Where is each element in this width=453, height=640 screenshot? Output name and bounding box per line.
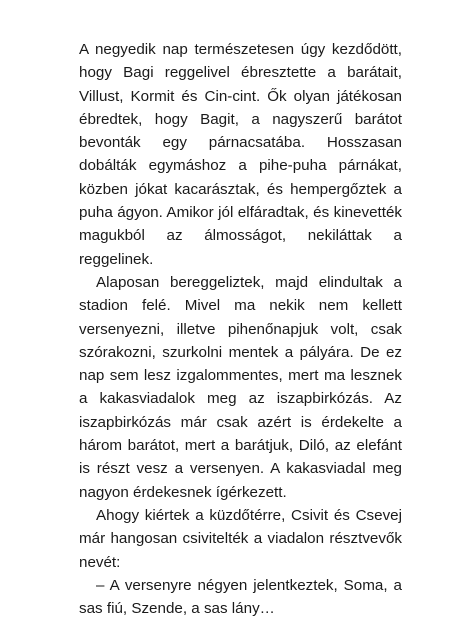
paragraph-3: Ahogy kiértek a küzdőtérre, Csivit és Csevej már hangosan csivitelték a viadalon résztvevők nevét: [79,506,402,571]
document-page [79,38,402,620]
paragraph-2: Alaposan bereggeliztek, majd elindultak a stadion felé. Mivel ma nekik nem kellett versenyezni, illetve pihenőnapjuk volt, csak szórakozni, szurkolni mentek a pályára. De ez nap sem lesz izgalommentes, mert ma lesznek a kakasviadalok meg az iszapbirkózás. Az iszapbirkózás már csak azért is érdekelte a három barátot, mert a barátjuk, Diló, az elefánt is részt vesz a versenyen. A kakasviadal meg nagyon érdekesnek ígérkezett. [79,273,402,501]
paragraph-1: A negyedik nap természetesen úgy kezdődött, hogy Bagi reggelivel ébresztette a barátait, Villust, Kormit és Cin-cint. Ők olyan játékosan ébredtek, hogy Bagit, a nagyszerű barátot bevonták egy párnacsatába. Hosszasan dobálták egymáshoz a pihe-puha párnákat, közben jókat kacarásztak, és hempergőztek a puha ágyon. Amikor jól elfáradtak, és kinevették magukból az álmosságot, nekiláttak a reggelinek. [79,41,402,268]
paragraph-4: – A versenyre négyen jelentkeztek, Soma, a sas fiú, Szende, a sas lány… [79,576,402,618]
